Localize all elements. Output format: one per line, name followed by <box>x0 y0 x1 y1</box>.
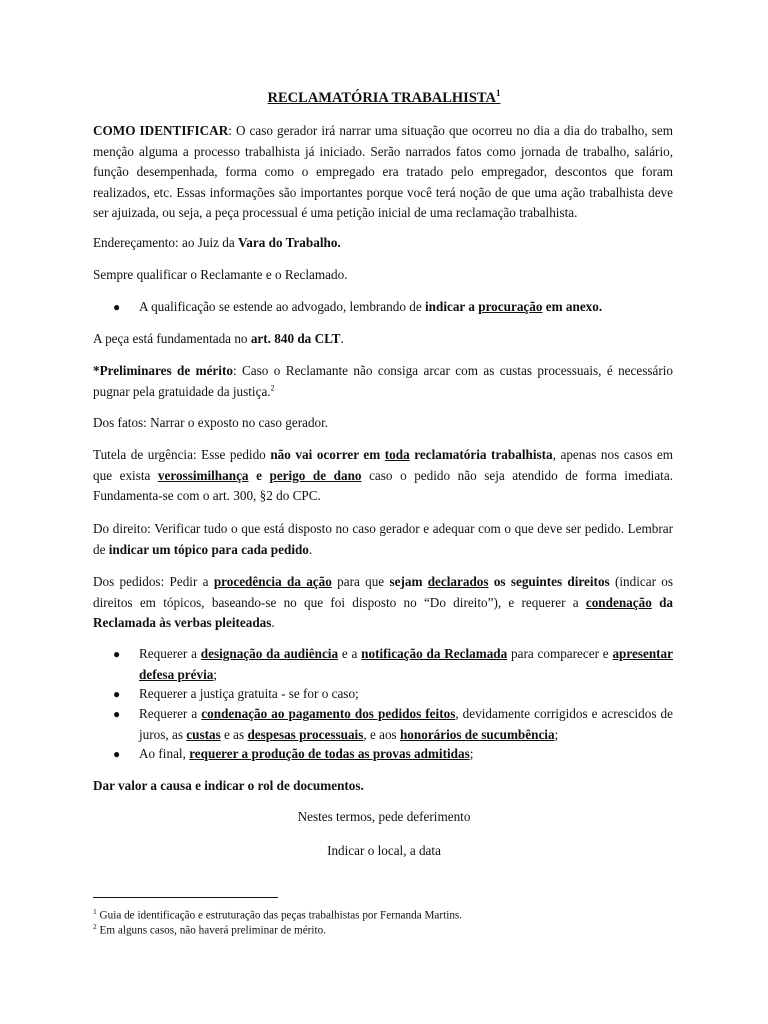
como-identificar-label: COMO IDENTIFICAR <box>93 123 229 138</box>
footnote-1-number: 1 <box>93 907 97 916</box>
procedencia-da-acao: procedência da ação <box>213 574 332 589</box>
enderecamento-text: Endereçamento: ao Juiz da <box>93 235 238 250</box>
footnote-1-text: Guia de identificação e estruturação das peças trabalhistas por Fernanda Martins. <box>96 909 463 922</box>
seguintes-direitos: os seguintes direitos <box>488 574 610 589</box>
bullet-icon: ● <box>113 647 121 661</box>
tutela-text: Tutela de urgência: Esse pedido <box>93 447 271 462</box>
fundamentada-text: A peça está fundamentada no <box>93 331 251 346</box>
verossimilhanca: verossimilhança <box>157 467 249 483</box>
title-text: RECLAMATÓRIA TRABALHISTA <box>267 89 496 106</box>
pedidos-text-3: (indicar os direitos em tópicos, baseando-se no que foi disposto no “Do direito”), e requerer a <box>93 574 673 610</box>
pedidos-text: Dos pedidos: Pedir a <box>93 574 214 589</box>
preliminares-label: *Preliminares de mérito <box>93 363 233 378</box>
fundamentada-end: . <box>340 331 344 346</box>
requerer-producao-provas: requerer a produção de todas as provas admitidas <box>189 746 470 761</box>
vara-do-trabalho: Vara do Trabalho. <box>238 235 341 250</box>
footnote-2 <box>93 920 326 938</box>
qualificacao-bullet-item <box>139 297 673 318</box>
direito-text: Do direito: Verificar tudo o que está disposto no caso gerador e adequar com o que deve ser pedido. Lembrar de <box>93 521 673 557</box>
bullet-bold: indicar a <box>424 299 479 314</box>
pedidos-end: . <box>271 615 275 630</box>
item-text: para comparecer e <box>507 646 613 661</box>
fundamentada-paragraph <box>93 329 673 350</box>
enderecamento-paragraph <box>93 233 673 254</box>
bullet-icon: ● <box>113 687 121 701</box>
bullet-icon: ● <box>113 707 121 721</box>
item-text: Requerer a <box>139 706 202 721</box>
bullet-text: A qualificação se estende ao advogado, lembrando de <box>139 299 425 314</box>
preliminares-paragraph <box>93 361 673 402</box>
preliminares-footnote-ref: 2 <box>270 383 275 393</box>
list-item <box>139 644 673 685</box>
item-end: ; <box>469 746 474 761</box>
fatos-paragraph: Dos fatos: Narrar o exposto no caso gerador. <box>93 415 329 430</box>
direito-bold: indicar um tópico para cada pedido <box>108 541 309 557</box>
item-text: Requerer a <box>139 646 201 661</box>
custas: custas <box>186 726 221 742</box>
item-text: , devidamente corrigidos e acrescidos de juros, as <box>139 706 673 742</box>
despesas-processuais: despesas processuais <box>247 726 364 742</box>
item-text: e a <box>338 646 362 661</box>
pedidos-paragraph <box>93 572 673 634</box>
como-identificar-text: : O caso gerador irá narrar uma situação que ocorreu no dia a dia do trabalho, sem menção alguma a processo trabalhista já iniciado. Serão narrados fatos como jornada de trabalho, salário, função desempenhada, forma como o empregado era tratado pelo empregador, descontos que foram realizados, etc. Essas informações são importantes porque você terá noção de que uma ação trabalhista deve ser ajuizada, ou seja, a peça processual é uma petição inicial de uma reclamação trabalhista. <box>93 123 673 220</box>
page-title <box>0 88 768 107</box>
title-footnote-ref: 1 <box>495 88 501 98</box>
qualificar-paragraph: Sempre qualificar o Reclamante e o Reclamado. <box>93 267 348 282</box>
bullet-bold-end: em anexo. <box>542 299 603 314</box>
pedidos-text-2: para que <box>331 574 390 589</box>
art-840-clt: art. 840 da CLT <box>250 331 341 346</box>
item-end: ; <box>554 726 559 742</box>
direito-end: . <box>308 541 313 557</box>
footnote-2-number: 2 <box>93 922 97 931</box>
verbas-pleiteadas: da Reclamada às verbas pleiteadas <box>93 594 673 630</box>
item-end: ; <box>213 666 218 682</box>
apresentar-defesa: apresentar defesa prévia <box>139 646 673 682</box>
perigo-de-dano: perigo de dano <box>269 467 362 483</box>
preliminares-text: : Caso o Reclamante não consiga arcar com as custas processuais, é necessário pugnar pela gratuidade da justiça. <box>93 363 674 399</box>
list-item <box>139 744 673 765</box>
bullet-icon: ● <box>113 747 121 761</box>
local-data: Indicar o local, a data <box>327 843 441 858</box>
designacao-audiencia: designação da audiência <box>200 646 339 661</box>
honorarios-sucumbencia: honorários de sucumbência <box>399 726 555 742</box>
list-item <box>139 704 673 745</box>
dar-valor-paragraph: Dar valor a causa e indicar o rol de documentos. <box>93 778 364 793</box>
declarados: declarados <box>427 574 489 589</box>
tutela-text-3: caso o pedido não seja atendido de forma imediata. Fundamenta-se com o art. 300, §2 do CPC. <box>93 467 673 503</box>
tutela-bold: não vai ocorrer em <box>270 447 385 462</box>
tutela-e: e <box>248 467 270 483</box>
como-identificar-paragraph <box>93 121 673 224</box>
list-item: Requerer a justiça gratuita - se for o caso; <box>139 686 359 701</box>
condenacao-pagamento: condenação ao pagamento dos pedidos feitos <box>201 706 456 721</box>
tutela-text-2: , apenas nos casos em que exista <box>93 447 674 483</box>
nestes-termos: Nestes termos, pede deferimento <box>297 809 471 824</box>
procuracao-link-text: procuração <box>478 299 543 314</box>
item-text: , e aos <box>363 726 400 742</box>
bullet-icon: ● <box>113 300 121 314</box>
sejam: sejam <box>389 574 428 589</box>
notificacao-reclamada: notificação da Reclamada <box>361 646 508 661</box>
tutela-paragraph <box>93 445 673 507</box>
item-text: Ao final, <box>139 746 190 761</box>
footnote-2-text: Em alguns casos, não haverá preliminar de mérito. <box>96 924 327 937</box>
tutela-toda: toda <box>384 447 410 462</box>
tutela-reclamatoria: reclamatória trabalhista <box>409 447 553 462</box>
footnote-divider <box>93 897 278 898</box>
condenacao: condenação <box>585 594 652 610</box>
item-text: e as <box>220 726 248 742</box>
direito-paragraph <box>93 519 673 560</box>
